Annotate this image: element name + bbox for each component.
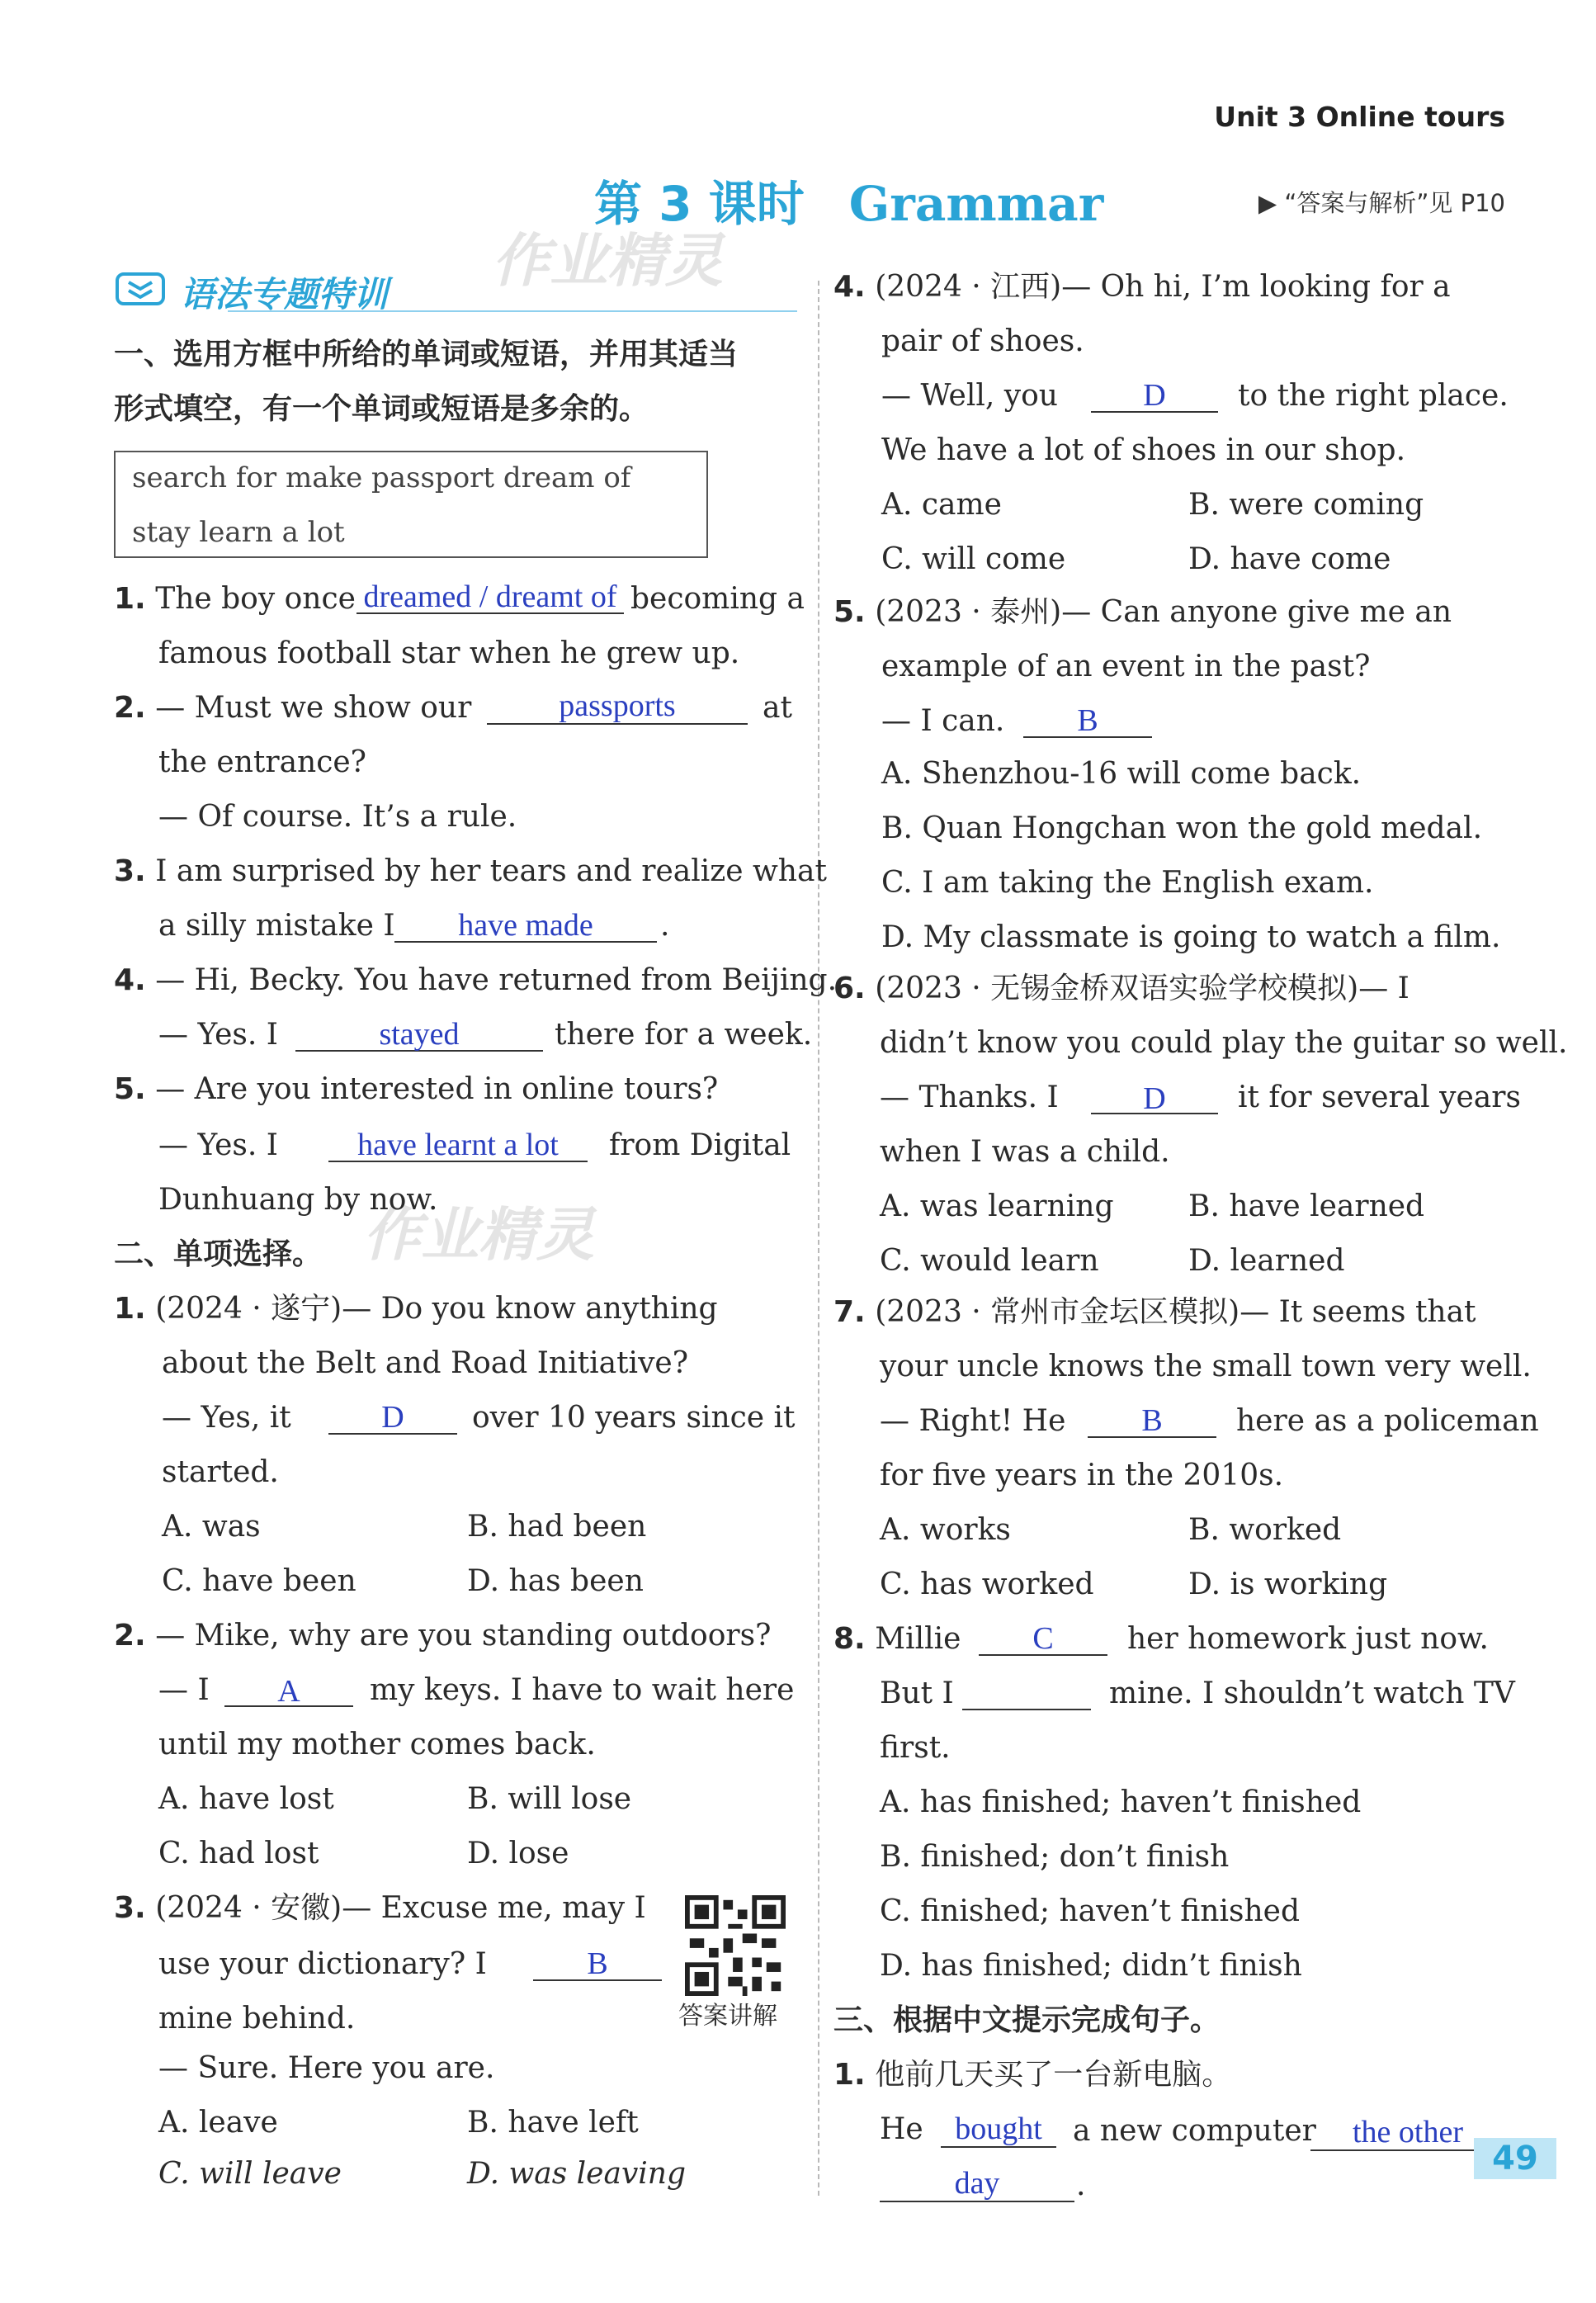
option-d[interactable]: D. has been [467,1564,644,1598]
answer-blank[interactable] [962,1676,1091,1710]
option-d[interactable]: D. lose [467,1837,569,1870]
question-text: until my mother comes back. [158,1728,596,1762]
option-b[interactable]: B. finished; don’t finish [880,1840,1230,1874]
answer-text: have made [458,908,593,943]
question-text: about the Belt and Road Initiative? [162,1346,689,1380]
question-text: at [763,691,792,725]
answer-text: bought [955,2111,1042,2146]
question-text: — Yes. I [158,1018,278,1052]
question-text: here as a policeman [1236,1404,1539,1438]
question-text: example of an event in the past? [881,650,1371,683]
option-a[interactable]: A. has finished; haven’t finished [880,1785,1362,1819]
option-a[interactable]: A. Shenzhou-16 will come back. [881,757,1362,791]
question-text: when I was a child. [880,1135,1170,1169]
question-text: We have a lot of shoes in our shop. [881,433,1406,467]
answer-reference: ▶ “答案与解析”见 P10 [1258,189,1505,217]
option-c[interactable]: C. has worked [880,1568,1094,1601]
part2-instruction: 二、单项选择。 [114,1237,323,1271]
question-text: her homework just now. [1127,1622,1489,1656]
option-c[interactable]: C. have been [162,1564,357,1598]
section-title: 语法专题特训 [180,274,389,314]
mc-question-4: 4. (2024 · 江西)— Oh hi, I’m looking for a [833,270,1451,304]
option-c[interactable]: C. had lost [158,1837,319,1870]
answer-text: A [277,1674,300,1709]
option-a[interactable]: A. was learning [880,1189,1114,1223]
word-box-line: stay learn a lot [132,516,345,549]
section-underline [228,310,797,312]
answer-text: D [1143,378,1166,413]
answer-text: D [381,1400,404,1435]
question-text: — I [158,1673,210,1707]
answer-text: the other [1352,2115,1463,2149]
lesson-number: 第 3 课时 [594,176,805,232]
question-text: there for a week. [555,1018,813,1052]
option-c[interactable]: C. would learn [880,1244,1099,1278]
option-c[interactable]: C. I am taking the English exam. [881,866,1374,900]
question-text: famous football star when he grew up. [158,636,740,670]
word-box [114,451,708,558]
question-1: 1. The boy once [114,582,356,616]
mc-question-8: 8. Millie [833,1622,961,1656]
option-b[interactable]: B. worked [1188,1513,1342,1547]
question-text: But I [880,1676,954,1710]
option-d[interactable]: D. was leaving [467,2157,687,2191]
question-text: to the right place. [1238,379,1509,413]
question-text: mine. I shouldn’t watch TV [1109,1676,1515,1710]
question-text: the entrance? [158,745,366,779]
question-text: started. [162,1455,279,1489]
option-c[interactable]: C. will come [881,542,1066,576]
option-b[interactable]: B. have left [467,2106,639,2140]
answer-text: B [587,1946,608,1981]
question-text: a new computer [1073,2114,1316,2148]
word-box-line: search for make passport dream of [132,461,631,494]
qr-label: 答案讲解 [678,2002,777,2031]
page-number: 49 [1474,2138,1556,2179]
qr-code-icon[interactable] [685,1895,786,1996]
question-text: becoming a [630,582,805,616]
option-d[interactable]: D. is working [1188,1568,1388,1601]
question-text: . [660,909,670,943]
mc-question-7: 7. (2023 · 常州市金坛区模拟)— It seems that [833,1295,1476,1329]
answer-text: dreamed / dreamt of [363,579,617,614]
mc-question-1: 1. (2024 · 遂宁)— Do you know anything [114,1292,718,1326]
question-text: He [880,2112,923,2146]
option-a[interactable]: A. works [880,1513,1011,1547]
question-text: — I can. [881,704,1005,738]
question-text: use your dictionary? I [158,1947,487,1981]
book-icon [116,271,165,307]
section-banner [114,266,791,314]
mc-question-3: 3. (2024 · 安徽)— Excuse me, may I [114,1891,646,1925]
question-5: 5. — Are you interested in online tours? [114,1072,719,1106]
question-text: pair of shoes. [881,324,1084,358]
answer-text: have learnt a lot [357,1128,559,1162]
option-b[interactable]: B. will lose [467,1782,632,1816]
option-d[interactable]: D. learned [1188,1244,1345,1278]
question-text: — Well, you [881,379,1058,413]
option-a[interactable]: A. have lost [158,1782,334,1816]
question-text: . [1076,2168,1086,2202]
option-a[interactable]: A. came [881,488,1002,522]
mc-question-2: 2. — Mike, why are you standing outdoors? [114,1619,772,1653]
option-c[interactable]: C. will leave [158,2157,342,2191]
option-b[interactable]: B. have learned [1188,1189,1425,1223]
column-divider [818,281,819,2196]
lesson-topic: Grammar [848,176,1104,232]
question-text: — Yes, it [162,1401,291,1435]
question-3: 3. I am surprised by her tears and realize what [114,854,827,888]
question-text: Dunhuang by now. [158,1183,438,1217]
answer-text: B [1077,703,1098,738]
mc-question-5: 5. (2023 · 泰州)— Can anyone give me an [833,595,1452,629]
answer-text: B [1141,1403,1163,1438]
option-b[interactable]: B. had been [467,1510,647,1544]
question-text: first. [880,1731,951,1765]
part1-instruction: 一、选用方框中所给的单词或短语，并用其适当 [114,338,739,371]
answer-text: passports [559,688,676,723]
question-text: it for several years [1238,1081,1521,1114]
mc-question-6: 6. (2023 · 无锡金桥双语实验学校模拟)— I [833,972,1409,1005]
option-a[interactable]: A. leave [158,2106,278,2140]
part1-instruction: 形式填空，有一个单词或短语是多余的。 [114,392,649,426]
question-text: — Sure. Here you are. [158,2051,495,2085]
answer-text: day [954,2166,1000,2201]
translation-question-1: 1. 他前几天买了一台新电脑。 [833,2058,1232,2092]
unit-header: Unit 3 Online tours [1214,101,1505,133]
question-text: didn’t know you could play the guitar so well. [880,1026,1568,1060]
question-text: — Yes. I [158,1128,278,1162]
question-text: from Digital [609,1128,791,1162]
question-text: a silly mistake I [158,909,395,943]
question-text: mine behind. [158,2002,356,2036]
option-d[interactable]: D. have come [1188,542,1391,576]
answer-text: C [1032,1621,1054,1656]
part3-instruction: 三、根据中文提示完成句子。 [833,2003,1221,2037]
question-text: — Of course. It’s a rule. [158,800,517,834]
question-2: 2. — Must we show our [114,691,472,725]
question-text: my keys. I have to wait here [370,1673,795,1707]
question-text: — Right! He [880,1404,1066,1438]
option-b[interactable]: B. were coming [1188,488,1424,522]
option-d[interactable]: D. My classmate is going to watch a film. [881,920,1501,954]
option-a[interactable]: A. was [162,1510,261,1544]
question-text: for five years in the 2010s. [880,1459,1284,1492]
question-4: 4. — Hi, Becky. You have returned from Beijing. [114,963,838,997]
question-text: your uncle knows the small town very well. [880,1350,1532,1383]
option-c[interactable]: C. finished; haven’t finished [880,1894,1300,1928]
answer-text: D [1143,1081,1166,1116]
answer-text: stayed [379,1017,460,1052]
question-text: over 10 years since it [472,1401,796,1435]
question-text: — Thanks. I [880,1081,1059,1114]
option-d[interactable]: D. has finished; didn’t finish [880,1949,1302,1983]
watermark: 作业精灵 [492,227,723,295]
option-b[interactable]: B. Quan Hongchan won the gold medal. [881,811,1483,845]
watermark: 作业精灵 [363,1201,594,1269]
